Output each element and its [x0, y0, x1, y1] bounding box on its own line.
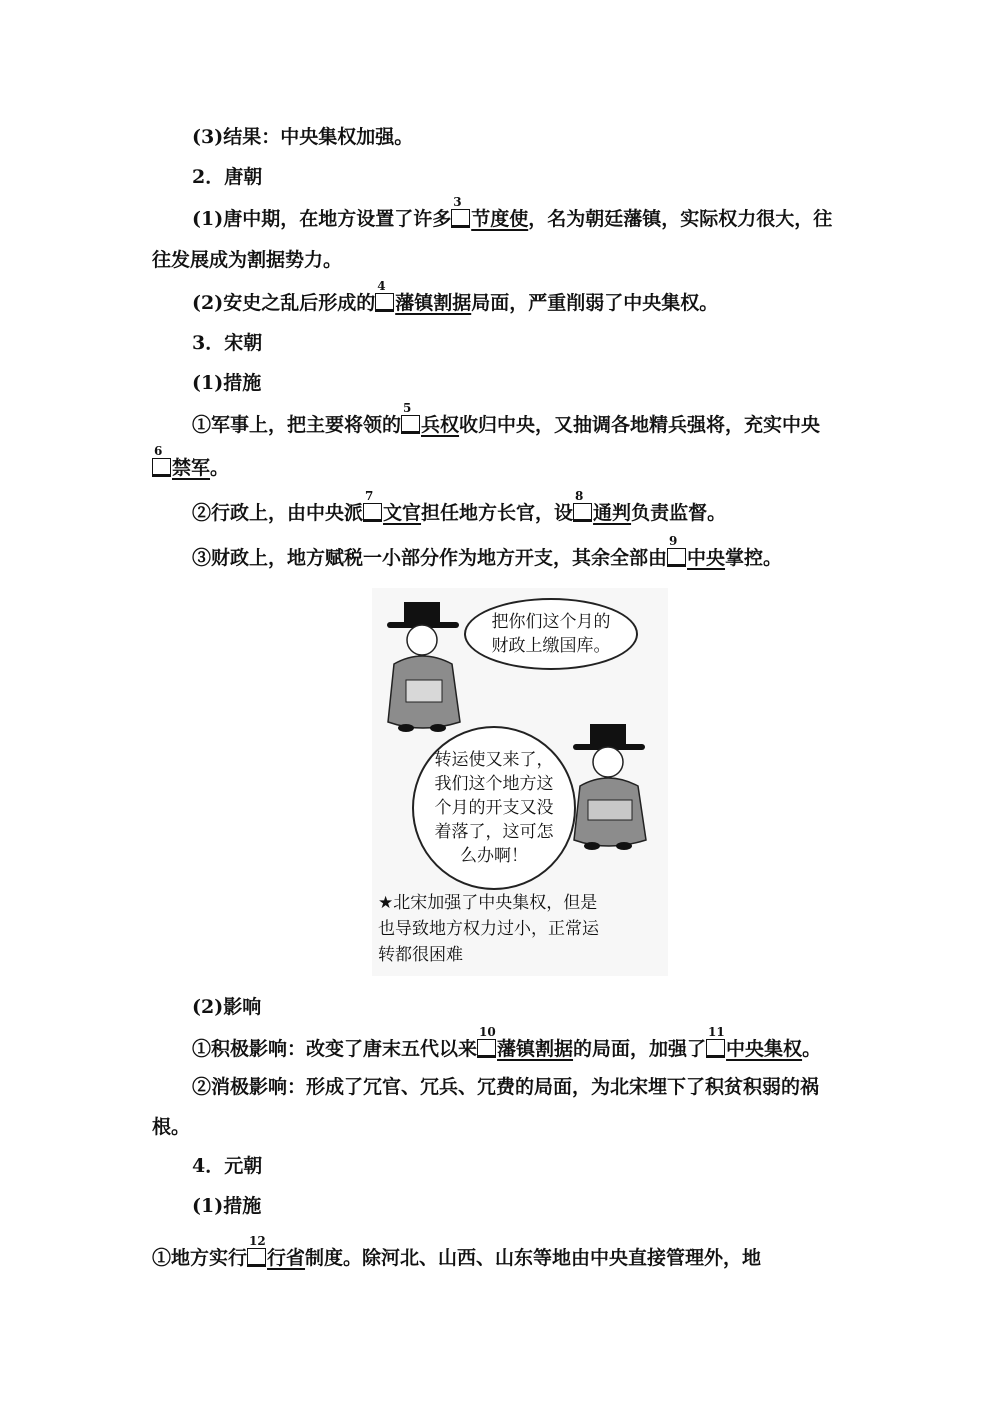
marker-number: 12: [249, 1234, 266, 1248]
tang-item-2: [192, 279, 719, 316]
answer-text: 中央集权: [726, 1038, 803, 1060]
marker-number: 4: [377, 279, 386, 293]
impact-negative-cont: [152, 1114, 190, 1140]
marker-number: 9: [669, 534, 678, 548]
text: (3)结果：中央集权加强。: [192, 126, 414, 148]
caption-line: ★北宋加强了中央集权，但是: [378, 893, 598, 913]
text: 担任地方长官，设: [421, 502, 574, 524]
heading-text: 4．元朝: [192, 1155, 263, 1177]
bubble-text: 转运使又来了，: [434, 750, 554, 770]
speech-bubble-1: [464, 598, 638, 670]
marker-number: 6: [154, 444, 163, 458]
heading-text: (2)影响: [192, 996, 262, 1018]
text: ，名为朝廷藩镇，实际权力很大，往: [528, 208, 833, 230]
text: (1)唐中期，在地方设置了许多: [192, 208, 452, 230]
answer-marker-icon: [477, 1025, 496, 1058]
text: 局面，严重削弱了中央集权。: [471, 292, 719, 314]
bubble-text: 我们这个地方这: [434, 774, 554, 794]
text: ②消极影响：形成了冗官、冗兵、冗费的局面，为北宋埋下了积贫积弱的祸: [192, 1076, 820, 1098]
answer-marker-icon: [247, 1234, 266, 1267]
text: ①地方实行: [152, 1247, 248, 1269]
heading-text: 2．唐朝: [192, 166, 263, 188]
text: ①积极影响：改变了唐末五代以来: [192, 1038, 478, 1060]
text: 制度。除河北、山西、山东等地由中央直接管理外，地: [305, 1247, 762, 1269]
answer-marker-icon: [152, 444, 171, 477]
section-heading-yuan: [192, 1153, 262, 1179]
answer-text: 禁军: [172, 457, 211, 479]
yuan-measure-province: [152, 1234, 762, 1271]
text: ②行政上，由中央派: [192, 502, 364, 524]
text: ①军事上，把主要将领的: [192, 414, 402, 436]
text: 。: [210, 457, 230, 479]
answer-marker-icon: [667, 534, 686, 567]
official-figure-icon: [382, 594, 472, 734]
caption-line: 也导致地方权力过小，正常运: [378, 919, 599, 939]
answer-text: 藩镇割据: [497, 1038, 574, 1060]
impact-negative: [192, 1074, 819, 1100]
section-heading-tang: [192, 164, 262, 190]
subheading-measures-yuan: [192, 1193, 261, 1219]
answer-text: 兵权: [421, 414, 460, 436]
marker-number: 10: [479, 1025, 496, 1039]
bubble-text: 么办啊！: [460, 846, 528, 866]
text: 。: [802, 1038, 822, 1060]
speech-bubble-2: [412, 726, 576, 890]
tang-item-1: [192, 195, 833, 232]
song-measure-financial: [192, 534, 783, 571]
subheading-measures: [192, 370, 261, 396]
subheading-impact: [192, 994, 261, 1020]
answer-marker-icon: [706, 1025, 725, 1058]
answer-marker-icon: [401, 401, 420, 434]
text: 往发展成为割据势力。: [152, 249, 343, 271]
answer-marker-icon: [363, 489, 382, 522]
official-figure-icon: [568, 716, 658, 856]
impact-positive: [192, 1025, 822, 1062]
result-line: [192, 124, 413, 150]
song-measure-administrative: [192, 489, 727, 526]
bubble-text: 着落了，这可怎: [434, 822, 554, 842]
song-measure-military: [192, 401, 821, 438]
text: (2)安史之乱后形成的: [192, 292, 376, 314]
caption-line: 转都很困难: [378, 945, 463, 965]
figure-caption: [378, 890, 662, 968]
text: 的局面，加强了: [573, 1038, 707, 1060]
text: 根。: [152, 1116, 191, 1138]
answer-marker-icon: [451, 195, 470, 228]
answer-text: 行省: [267, 1247, 306, 1269]
marker-number: 7: [365, 489, 374, 503]
heading-text: (1)措施: [192, 1195, 262, 1217]
marker-number: 5: [403, 401, 412, 415]
section-heading-song: [192, 330, 262, 356]
heading-text: 3．宋朝: [192, 332, 263, 354]
answer-marker-icon: [573, 489, 592, 522]
answer-text: 中央: [687, 547, 726, 569]
heading-text: (1)措施: [192, 372, 262, 394]
marker-number: 11: [708, 1025, 725, 1039]
answer-text: 节度使: [471, 208, 529, 230]
marker-number: 8: [575, 489, 584, 503]
text: 掌控。: [725, 547, 783, 569]
bubble-text: 个月的开支又没: [434, 798, 554, 818]
text: 负责监督。: [631, 502, 727, 524]
marker-number: 3: [453, 195, 462, 209]
text: ③财政上，地方赋税一小部分作为地方开支，其余全部由: [192, 547, 668, 569]
cartoon-illustration: [372, 588, 668, 976]
answer-text: 通判: [593, 502, 632, 524]
bubble-text: 财政上缴国库。: [491, 636, 611, 656]
text: 收归中央，又抽调各地精兵强将，充实中央: [459, 414, 821, 436]
bubble-text: 把你们这个月的: [491, 612, 611, 632]
song-measure-military-cont: [152, 444, 230, 481]
answer-text: 文官: [383, 502, 422, 524]
answer-marker-icon: [375, 279, 394, 312]
answer-text: 藩镇割据: [395, 292, 472, 314]
tang-item-1-cont: [152, 247, 342, 273]
